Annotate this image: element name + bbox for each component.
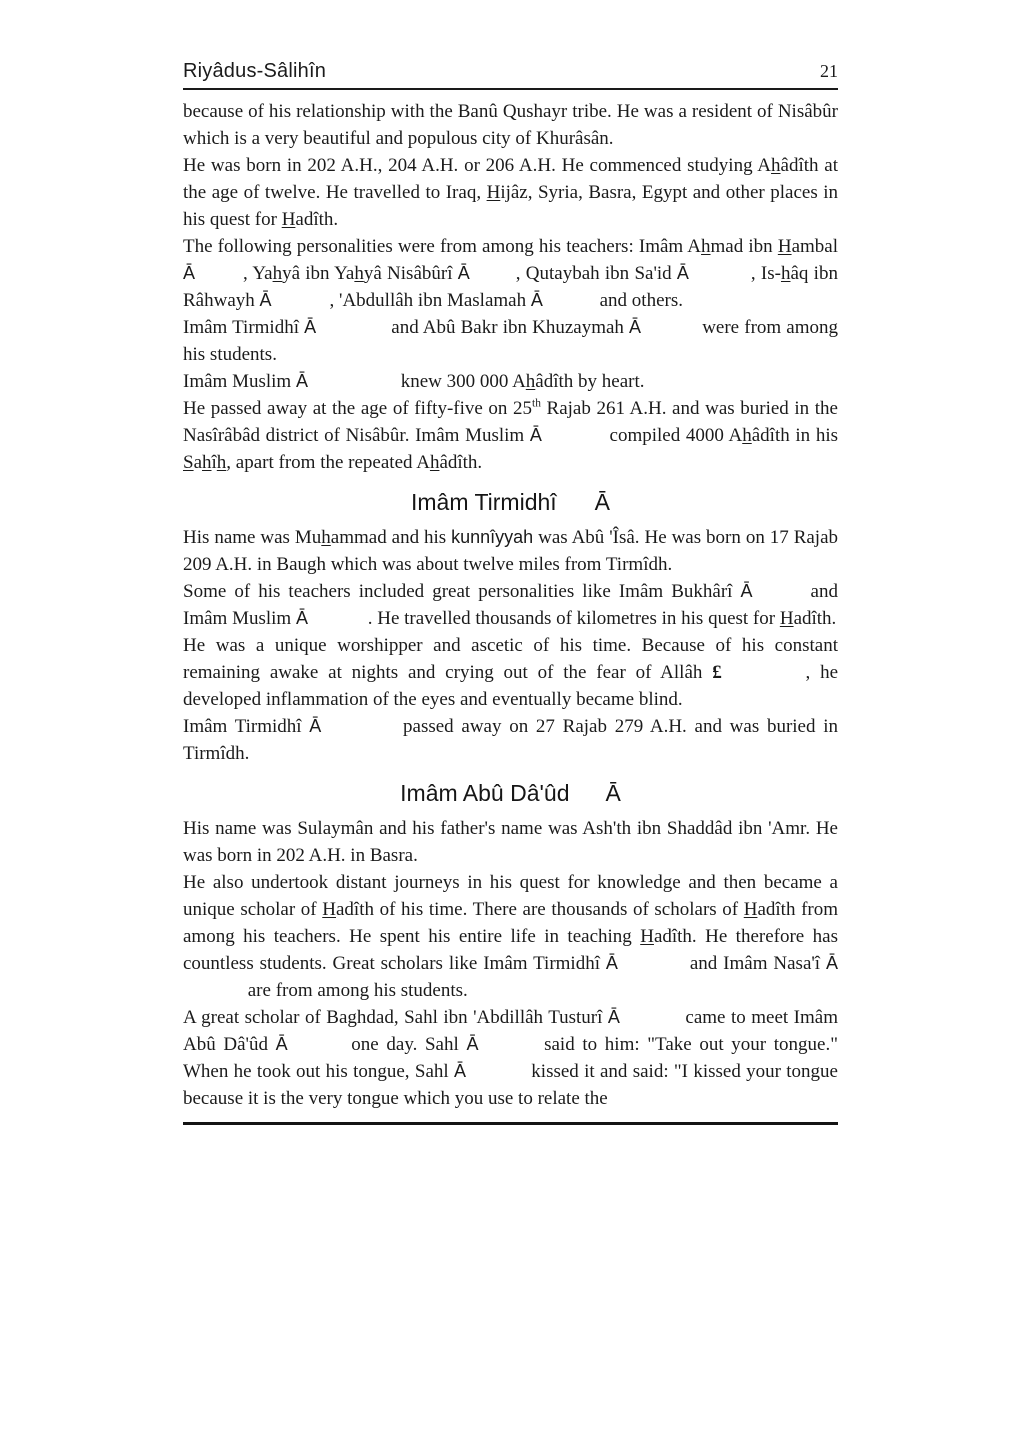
honorific-symbol: Ā: [453, 1061, 466, 1081]
underlined-letter: H: [322, 899, 336, 920]
honorific-symbol: Ā: [183, 263, 196, 283]
honorific-symbol: Ā: [259, 290, 272, 310]
honorific-symbol: Ā: [740, 581, 753, 601]
underlined-letter: H: [640, 926, 654, 947]
underlined-letter: H: [777, 236, 792, 257]
section-heading: Imâm Tirmidhî Ā: [410, 489, 611, 515]
honorific-gap: [689, 278, 751, 279]
underlined-letter: H: [281, 209, 296, 230]
honorific-symbol: Ā: [676, 263, 689, 283]
underlined-letter: h: [354, 263, 364, 284]
underlined-letter: h: [742, 425, 752, 446]
honorific-gap: [288, 1049, 344, 1050]
paragraph: Imâm Tirmidhî Ā and Abû Bakr ibn Khuzaymah Ā were from among his students.: [183, 317, 839, 365]
honorific-gap: [316, 332, 386, 333]
honorific-gap: [618, 968, 684, 969]
underlined-letter: S: [183, 452, 194, 473]
honorific-symbol: Ā: [530, 290, 543, 310]
honorific-gap: [470, 278, 516, 279]
honorific-symbol: Ā: [826, 953, 839, 973]
page-number: 21: [820, 61, 838, 81]
underlined-letter: H: [743, 899, 758, 920]
book-title: Riyâdus-Sâlihîn: [183, 60, 327, 82]
honorific-symbol: Ā: [275, 1034, 288, 1054]
honorific-gap: [722, 677, 796, 678]
paragraph: He also undertook distant journeys in his quest for knowledge and then became a unique scholar of Hadîth of his time. There are thousands of scholars of Hadîth from among his teachers. He spent his entire life in teaching Hadîth. He therefore has countless students. Great scholars like Imâm Tirmidhî Ā and Imâm Nasa'î Ā are from among his students.: [183, 872, 839, 1001]
underlined-letter: H: [486, 182, 501, 203]
underlined-letter: h: [272, 263, 283, 284]
honorific-gap: [543, 305, 595, 306]
paragraph: The following personalities were from among his teachers: Imâm Ahmad ibn Hambal Ā , Yahyâ ibn Yahyâ Nisâbûrî Ā , Qutaybah ibn Sa'id Ā , Is-hâq ibn Râhwayh Ā , 'Abdullâh ibn Maslamah Ā and others.: [183, 236, 838, 311]
paragraph: His name was Muhammad and his kunnîyyah was Abû 'Îsâ. He was born on 17 Rajab 209 A.H. in Baugh which was about twelve miles from Tirmîdh.: [183, 527, 839, 575]
honorific-symbol: Ā: [629, 317, 642, 337]
honorific-gap: [183, 995, 243, 996]
honorific-symbol: Ā: [466, 1034, 479, 1054]
underlined-letter: h: [525, 371, 536, 392]
honorific-gap: [272, 305, 330, 306]
honorific-symbol: £: [712, 662, 722, 683]
paragraph: Some of his teachers included great personalities like Imâm Bukhârî Ā and Imâm Muslim Ā . He travelled thousands of kilometres in his quest for Hadîth.: [183, 581, 838, 629]
section-heading: Imâm Abû Dâ'ûd Ā: [400, 780, 621, 806]
paragraph: because of his relationship with the Banû Qushayr tribe. He was a resident of Nisâbûr which is a very beautiful and populous city of Khurâsân.: [183, 101, 838, 149]
page-body: [183, 98, 838, 1112]
honorific-symbol: kunnîyyah: [451, 527, 534, 547]
honorific-gap: [308, 386, 396, 387]
honorific-symbol: Ā: [607, 1007, 620, 1027]
underlined-letter: h: [321, 527, 331, 548]
honorific-gap: [478, 1049, 536, 1050]
honorific-symbol: Ā: [295, 371, 308, 391]
honorific-symbol: Ā: [457, 263, 470, 283]
honorific-gap: [308, 623, 363, 624]
running-header: [183, 60, 838, 90]
paragraph: He was a unique worshipper and ascetic of his time. Because of his constant remaining awake at nights and crying out of the fear of Allâh £ , he developed inflammation of the eyes and eventually became blind.: [183, 635, 839, 710]
paragraph: Imâm Muslim Ā knew 300 000 Ahâdîth by heart.: [183, 371, 645, 392]
honorific-gap: [195, 278, 243, 279]
paragraph: He passed away at the age of fifty-five on 25th Rajab 261 A.H. and was buried in the Nasîrâbâd district of Nisâbûr. Imâm Muslim Ā compiled 4000 Ahâdîth in his Sahîh, apart from the repeated Ahâdîth.: [183, 397, 838, 473]
honorific-symbol: Ā: [529, 425, 542, 445]
honorific-gap: [557, 509, 595, 510]
paragraph: Imâm Tirmidhî Ā passed away on 27 Rajab 279 A.H. and was buried in Tirmîdh.: [183, 716, 838, 764]
honorific-gap: [321, 731, 395, 732]
honorific-gap: [542, 440, 604, 441]
underlined-letter: h: [780, 263, 791, 284]
underlined-letter: h: [771, 155, 781, 176]
paragraph: He was born in 202 A.H., 204 A.H. or 206 A.H. He commenced studying Ahâdîth at the age of twelve. He travelled to Iraq, Hijâz, Syria, Basra, Egypt and other places in his quest for Hadîth.: [183, 155, 839, 230]
paragraph: A great scholar of Baghdad, Sahl ibn 'Abdillâh Tusturî Ā came to meet Imâm Abû Dâ'ûd Ā one day. Sahl Ā said to him: "Take out your tongue." When he took out his tongue, Sahl Ā kissed it and said: "I kissed your tongue because it is the very tongue which you use to relate the: [183, 1007, 838, 1109]
honorific-gap: [620, 1022, 680, 1023]
honorific-gap: [641, 332, 697, 333]
underlined-letter: h: [429, 452, 440, 473]
page-content: [183, 60, 838, 1125]
honorific-symbol: Ā: [309, 716, 322, 736]
honorific-symbol: Ā: [304, 317, 317, 337]
underlined-letter: h: [216, 452, 227, 473]
ordinal-superscript: th: [532, 397, 541, 410]
paragraph: His name was Sulaymân and his father's name was Ash'th ibn Shaddâd ibn 'Amr. He was born in 202 A.H. in Basra.: [183, 818, 838, 866]
underlined-letter: h: [202, 452, 212, 473]
underlined-letter: H: [779, 608, 794, 629]
honorific-gap: [753, 596, 803, 597]
honorific-symbol: Ā: [605, 953, 618, 973]
honorific-gap: [466, 1076, 526, 1077]
underlined-letter: h: [701, 236, 711, 257]
footer-rule: [183, 1122, 838, 1125]
honorific-gap: [569, 800, 605, 801]
honorific-symbol: Ā: [295, 608, 308, 628]
